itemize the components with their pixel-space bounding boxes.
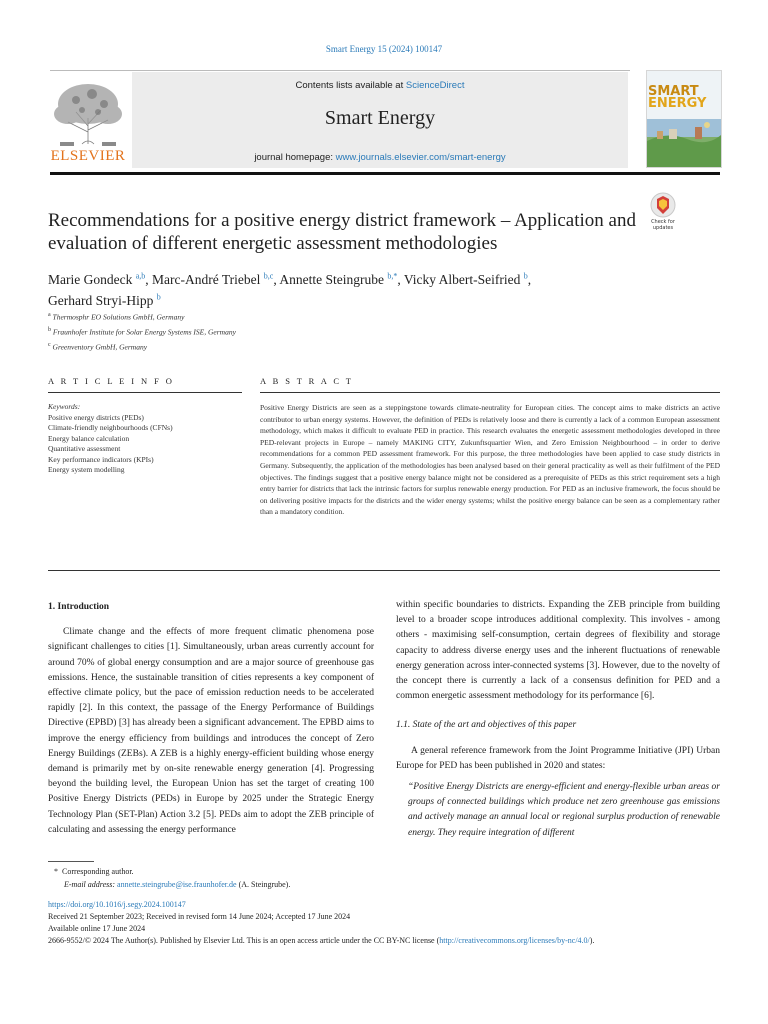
affiliation-list — [48, 309, 648, 354]
subsection-paragraph: A general reference framework from the Joint Programme Initiative (JPI) Urban Europe for PED has been published in 2020 and states: — [396, 745, 720, 771]
corresponding-author-note — [54, 866, 654, 878]
keyword: Energy balance calculation — [48, 433, 130, 443]
journal-citation-link[interactable]: Smart Energy 15 (2024) 100147 — [325, 44, 443, 54]
affiliation-text: Thermosphr EO Solutions GmbH, Germany — [52, 312, 185, 322]
cover-title-line2: ENERGY — [648, 96, 707, 111]
author-name: Marc-André Triebel — [152, 271, 261, 287]
author-separator: , — [145, 271, 153, 287]
affiliation-text: Fraunhofer Institute for Solar Energy Systems ISE, Germany — [52, 327, 236, 337]
footnote-rule — [48, 861, 94, 862]
contents-prefix: Contents lists available at — [295, 80, 406, 91]
license-link[interactable]: http://creativecommons.org/licenses/by-nc/4.0/ — [439, 936, 590, 945]
author — [152, 272, 279, 287]
affiliation-marker: a — [48, 312, 51, 318]
article-info-heading: A R T I C L E I N F O — [48, 376, 175, 386]
corresponding-label: Corresponding author. — [62, 867, 134, 876]
abstract-text: Positive Energy Districts are seen as a steppingstone towards climate-neutrality for European cities. The concept aims to make districts an active contributor to urban energy systems. However, the definition of PEDs is relatively loose and there is currently a lack of a common European assessment methodology, which makes it difficult to evaluate PED in practice. This research evaluates the energetic assessment methodologies developed in three PED-relevant projects in Europe – namely MAKING CITY, Zukunftsquartier Wien, and Zero Emission Neighbourhood – in order to derive recommendations for a common PED assessment framework. For this purpose, the three methodologies have been applied to case study districts in Germany. Subsequently, the application of the methodologies has been analysed based on their general practicality as well as their fulfilment of the PED objectives. The findings suggest that a positive energy balance might not be considered as a prerequisite of PEDs as this strict requirement sets a high entry barrier for districts that lack the intrinsic factors for surplus renewable energy production. For PED as an inclusive framework, the focus should be on delivering positive impacts for the districts and the wider energy systems; whilst the positive energy balance can be seen as a complementary rather than a mandatory condition. — [260, 403, 720, 517]
keyword: Climate-friendly neighbourhoods (CFNs) — [48, 423, 173, 432]
email-line — [64, 879, 664, 891]
journal-homepage-line — [132, 152, 628, 163]
cover-title-line1: SMART — [648, 84, 699, 99]
check-for-updates-icon — [647, 192, 679, 232]
author — [48, 272, 152, 287]
check-updates-line2: updates — [652, 225, 674, 231]
author-name: Marie Gondeck — [48, 271, 133, 287]
email-label: E-mail address: — [64, 880, 116, 889]
email-link[interactable]: annette.steingrube@ise.fraunhofer.de — [117, 880, 237, 889]
author-separator: , — [527, 271, 532, 287]
copyright-prefix: 2666-9552/© 2024 The Author(s). Published by Elsevier Ltd. This is an open access article under the CC BY-NC license ( — [48, 936, 440, 945]
author-list — [48, 267, 658, 310]
check-updates-line1: Check for — [651, 219, 675, 225]
author-affiliation-marker[interactable]: a,b — [135, 271, 146, 280]
doi-link[interactable] — [48, 899, 720, 911]
check-for-updates-badge[interactable] — [647, 192, 679, 232]
author-name: Annette Steingrube — [279, 271, 384, 287]
affiliation — [48, 309, 648, 324]
keywords-label: Keywords: — [48, 402, 81, 411]
affiliation — [48, 324, 648, 339]
author-affiliation-marker[interactable]: b,* — [387, 271, 398, 280]
available-online: Available online 17 June 2024 — [48, 924, 146, 933]
journal-homepage-link[interactable]: www.journals.elsevier.com/smart-energy — [335, 152, 506, 163]
author-name: Vicky Albert-Seifried — [403, 271, 521, 287]
introduction-heading: 1. Introduction — [48, 602, 110, 612]
article-info-rule — [48, 392, 242, 393]
author-affiliation-marker[interactable]: b — [523, 271, 528, 280]
corresponding-marker: * — [54, 867, 58, 876]
abstract-rule — [260, 392, 720, 393]
received-dates: Received 21 September 2023; Received in revised form 14 June 2024; Accepted 17 June 2024 — [48, 912, 351, 921]
copyright-suffix: ). — [589, 936, 595, 945]
jpi-definition-quote: “Positive Energy Districts are energy-efficient and energy-flexible urban areas or groups of connected buildings which produce net zero greenhouse gas emissions and actively manage an annual local or regional surplus production of renewable energy. They require integration of different — [408, 782, 720, 838]
author-separator: , — [273, 271, 280, 287]
masthead-bottom-rule — [50, 172, 720, 175]
journal-name: Smart Energy — [324, 107, 436, 129]
abstract-bottom-rule — [48, 570, 720, 571]
keyword: Key performance indicators (KPIs) — [48, 454, 154, 464]
homepage-prefix: journal homepage: — [254, 152, 336, 163]
author — [48, 293, 161, 308]
elsevier-wordmark: ELSEVIER — [50, 148, 126, 164]
cover-title — [648, 86, 720, 110]
subsection-heading: 1.1. State of the art and objectives of this paper — [396, 720, 577, 731]
contents-line — [132, 80, 628, 91]
author — [404, 272, 531, 287]
author — [279, 272, 404, 287]
keyword: Quantitative assessment — [48, 444, 121, 453]
continued-paragraph: within specific boundaries to districts. Expanding the ZEB principle from building level to a broader scope introduces additional complexity. This involves - among others - maximising self-consumption, certain degrees of flexibility and storage capacity to address diverse energy uses and the inherent fluctuations of renewable energy generation across inter-connected systems [3]. However, due to the novelty of the concept there is currently a lack of a consensus definition for PED and a common energetic assessment methodology for its performance [6]. — [396, 600, 720, 702]
paper-title: Recommendations for a positive energy district framework – Application and evaluation of different energetic assessment methodologies — [48, 210, 636, 254]
email-suffix: (A. Steingrube). — [238, 880, 291, 889]
affiliation-marker: c — [48, 342, 51, 348]
affiliation-marker: b — [48, 327, 51, 333]
body-left-column — [48, 600, 374, 838]
introduction-paragraph: Climate change and the effects of more frequent climatic phenomena pose significant challenges to cities [1]. Simultaneously, urban areas currently account for around 70% of global energy consumption and are a major source of greenhouse gas emissions. Hence, the sustainable transition of cities represents a key component of effective climate policy, but the pace of emission reduction needs to be accelerated rapidly [2]. In this context, the passage of the Energy Performance of Buildings Directive (EPBD) [3] has already been a significant advancement. The EPBD aims to improve the energy efficiency from buildings and introduces the concept of Zero Energy Buildings (ZEBs). A ZEB is a highly energy-efficient building whose energy demand is primarily met by on-site renewable energy generation [4]. Progressing beyond the building level, the European Union has set the target of creating 100 Positive Energy Districts (PEDs) in Europe by 2025 under the Strategic Energy Technology Plan (SET-Plan) Action 3.2 [5]. PEDs aim to adopt the ZEB principle of calculating and assessing the energy performance — [48, 627, 374, 835]
abstract-heading: A B S T R A C T — [260, 376, 354, 386]
masthead-top-rule — [50, 70, 630, 71]
keywords-block — [48, 402, 238, 476]
affiliation — [48, 339, 648, 354]
author-affiliation-marker[interactable]: b — [156, 292, 161, 302]
keyword: Energy system modelling — [48, 465, 125, 474]
author-name: Gerhard Stryi-Hipp — [48, 293, 154, 308]
sciencedirect-link[interactable]: ScienceDirect — [405, 80, 465, 91]
author-separator: , — [397, 271, 404, 287]
keyword: Positive energy districts (PEDs) — [48, 412, 144, 422]
author-affiliation-marker[interactable]: b,c — [263, 271, 274, 280]
body-right-column — [396, 598, 720, 841]
copyright-license — [48, 935, 720, 947]
affiliation-text: Greenventory GmbH, Germany — [52, 342, 148, 352]
doi-link-text[interactable]: https://doi.org/10.1016/j.segy.2024.100147 — [48, 900, 186, 909]
